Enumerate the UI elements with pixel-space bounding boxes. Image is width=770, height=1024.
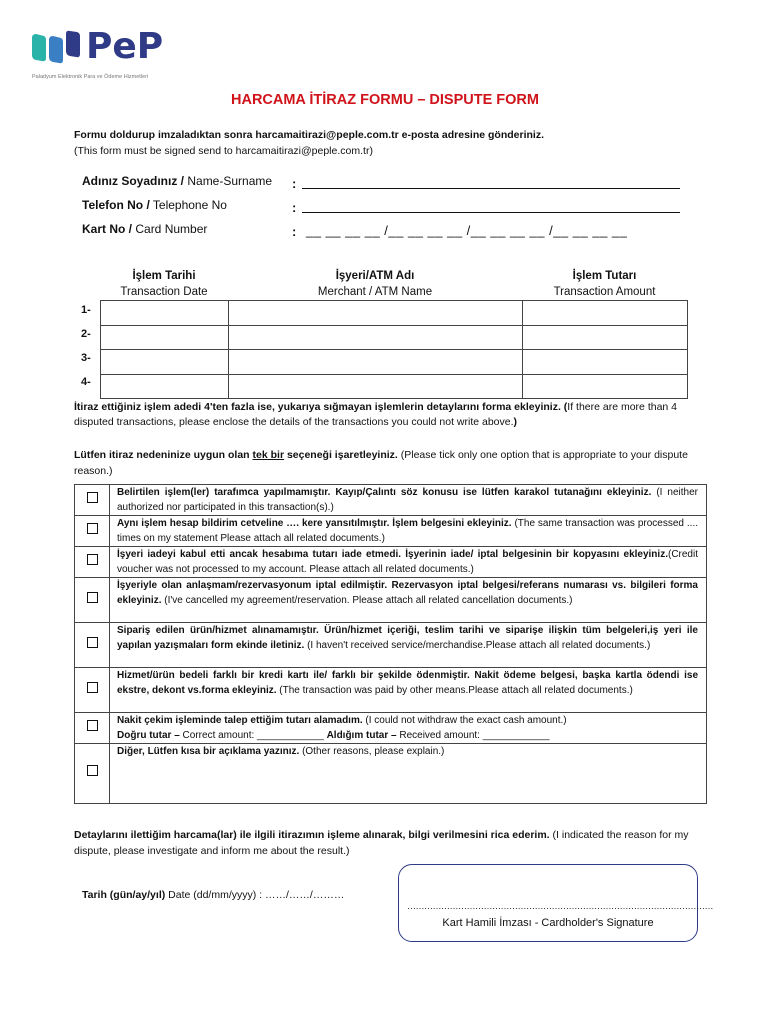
card-field-label: Kart No / Card Number: [82, 222, 208, 236]
reason-checkbox-cell[interactable]: [75, 623, 110, 668]
name-field-label: Adınız Soyadınız / Name-Surname: [82, 174, 273, 188]
reason-row: [75, 547, 707, 578]
reason-text: İşyeriyle olan anlaşmam/rezervasyonum iptal edilmiştir. Rezervasyon iptal belgesi/referans numarası vs. bilgileri forma ekleyiniz. (I've cancelled my agreement/reservation. Please attach all related cancellation documents.): [110, 578, 707, 623]
row-number: 4-: [81, 376, 91, 388]
card-field[interactable]: [82, 222, 702, 246]
intro-line-en: (This form must be signed send to harcamaitirazi@peple.com.tr): [74, 145, 373, 157]
reason-row: [75, 578, 707, 623]
reason-checkbox-cell[interactable]: [75, 668, 110, 713]
reason-checkbox-cell[interactable]: [75, 713, 110, 744]
reasons-instruction: Lütfen itiraz nedeninize uygun olan tek bir seçeneği işaretleyiniz. (Please tick only one option that is appropriate to your dispute reason.): [74, 449, 688, 477]
reason-row: [75, 668, 707, 713]
reason-row: [75, 516, 707, 547]
transaction-table: [100, 300, 688, 399]
name-field[interactable]: [82, 174, 702, 198]
more-transactions-note: İtiraz ettiğiniz işlem adedi 4'ten fazla ise, yukarıya sığmayan işlemlerin detaylarını forma ekleyiniz. (If there are more than 4 disputed transactions, please enclose the details of the transactions you could not write above.): [74, 401, 678, 428]
signature-label: Kart Hamili İmzası - Cardholder's Signature: [442, 917, 654, 929]
field-colon: :: [292, 176, 297, 191]
name-input-line[interactable]: [302, 188, 680, 189]
checkbox[interactable]: [87, 682, 98, 693]
header-transaction-date: İşlem Tarihi Transaction Date: [120, 270, 208, 298]
signature-line: ………………………………………………………………………………………………: [407, 901, 713, 911]
reason-row: [75, 713, 707, 744]
checkbox[interactable]: [87, 765, 98, 776]
checkbox[interactable]: [87, 523, 98, 534]
row-number: 2-: [81, 328, 91, 340]
form-title: HARCAMA İTİRAZ FORMU – DISPUTE FORM: [231, 92, 539, 108]
merchant-cell[interactable]: [229, 301, 523, 326]
merchant-cell[interactable]: [229, 374, 523, 399]
reason-checkbox-cell[interactable]: [75, 516, 110, 547]
date-cell[interactable]: [101, 374, 229, 399]
reason-checkbox-cell[interactable]: [75, 485, 110, 516]
logo-wordmark: PeP: [86, 26, 164, 67]
intro-line-tr: Formu doldurup imzaladıktan sonra harcamaitirazi@peple.com.tr e-posta adresine gönderiniz.: [74, 129, 544, 141]
reason-row: [75, 623, 707, 668]
row-number: 3-: [81, 352, 91, 364]
table-row: [101, 374, 688, 399]
header-amount: İşlem Tutarı Transaction Amount: [553, 270, 656, 298]
card-number-input[interactable]: __ __ __ __ /__ __ __ __ /__ __ __ __ /__ __ __ __: [306, 223, 628, 238]
logo-subtitle: Paladyum Elektronik Para ve Ödeme Hizmetleri: [32, 74, 149, 80]
dispute-reasons-table: [74, 484, 707, 804]
table-row: [101, 325, 688, 350]
merchant-cell[interactable]: [229, 325, 523, 350]
reason-checkbox-cell[interactable]: [75, 547, 110, 578]
field-colon: :: [292, 224, 297, 239]
reason-text: Nakit çekim işleminde talep ettiğim tutarı alamadım. (I could not withdraw the exact cash amount.) Doğru tutar – Correct amount: ____________ Aldığım tutar – Received amount: ____________: [110, 713, 707, 744]
phone-field-label: Telefon No / Telephone No: [82, 198, 227, 212]
header-merchant: İşyeri/ATM Adı Merchant / ATM Name: [317, 270, 433, 298]
reason-text: Aynı işlem hesap bildirim cetveline …. kere yansıtılmıştır. İşlem belgesini ekleyiniz. (The same transaction was processed .... times on my statement Please attach all related documents.): [110, 516, 707, 547]
table-row: [101, 301, 688, 326]
phone-field[interactable]: [82, 198, 702, 222]
amount-cell[interactable]: [523, 350, 688, 375]
date-cell[interactable]: [101, 301, 229, 326]
confirmation-statement: Detaylarını ilettiğim harcama(lar) ile ilgili itirazımın işleme alınarak, bilgi verilmesini rica ederim. (I indicated the reason for my dispute, please investigate and inform me about the result.): [74, 829, 689, 857]
pep-logo: [30, 26, 200, 85]
checkbox[interactable]: [87, 720, 98, 731]
merchant-cell[interactable]: [229, 350, 523, 375]
date-cell[interactable]: [101, 325, 229, 350]
reason-row: [75, 744, 707, 804]
amount-cell[interactable]: [523, 325, 688, 350]
row-number: 1-: [81, 304, 91, 316]
reason-text: İşyeri iadeyi kabul etti ancak hesabıma tutarı iade etmedi. İşyerinin iade/ iptal belgesinin bir kopyasını ekleyiniz.(Credit voucher was not processed to my account. Please attach all related documents.): [110, 547, 707, 578]
date-field[interactable]: Tarih (gün/ay/yıl) Date (dd/mm/yyyy) : ……/……/………: [82, 889, 345, 901]
reason-text: Belirtilen işlem(ler) tarafımca yapılmamıştır. Kayıp/Çalıntı söz konusu ise lütfen karakol tutanağını ekleyiniz. (I neither authorized nor participated in this transaction(s).): [110, 485, 707, 516]
reason-text: Hizmet/ürün bedeli farklı bir kredi kartı ile/ farklı bir şekilde ödenmiştir. Nakit ödeme belgesi, başka kartla ödendi ise ekstre, dekont vs.forma ekleyiniz. (The transaction was paid by other means.Please attach all related documents.): [110, 668, 707, 713]
intro: [74, 127, 714, 159]
checkbox[interactable]: [87, 492, 98, 503]
date-cell[interactable]: [101, 350, 229, 375]
field-colon: :: [292, 200, 297, 215]
checkbox[interactable]: [87, 592, 98, 603]
reason-text: Sipariş edilen ürün/hizmet alınamamıştır. Ürün/hizmet içeriği, teslim tarihi ve siparişe ilişkin tüm belgeleri,iş yeri ile yapılan yazışmaları form ekinde iletiniz. (I haven't received service/merchandise.Please attach all related documents.): [110, 623, 707, 668]
amount-cell[interactable]: [523, 301, 688, 326]
reason-checkbox-cell[interactable]: [75, 744, 110, 804]
phone-input-line[interactable]: [302, 212, 680, 213]
reason-text-other[interactable]: Diğer, Lütfen kısa bir açıklama yazınız. (Other reasons, please explain.): [110, 744, 707, 804]
reason-row: [75, 485, 707, 516]
checkbox[interactable]: [87, 554, 98, 565]
reason-checkbox-cell[interactable]: [75, 578, 110, 623]
checkbox[interactable]: [87, 637, 98, 648]
logo-mark-icon: [30, 30, 86, 70]
personal-fields: [82, 174, 702, 246]
amount-cell[interactable]: [523, 374, 688, 399]
table-row: [101, 350, 688, 375]
signature-box[interactable]: [398, 864, 713, 942]
